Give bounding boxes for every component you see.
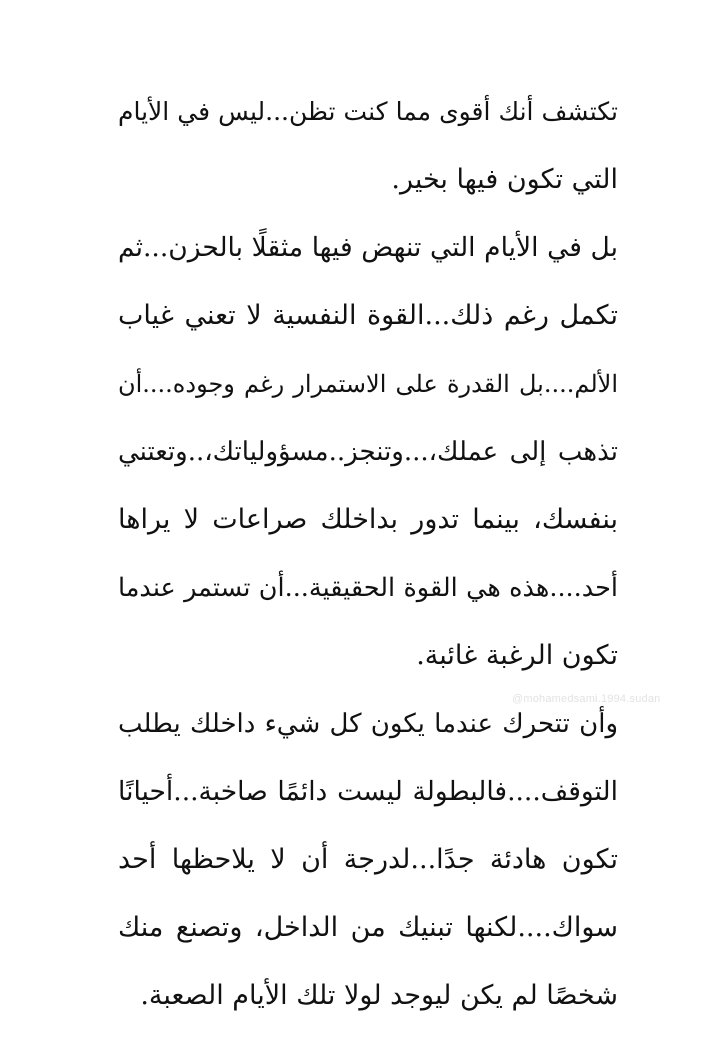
quote-line-8: أحد....هذه هي القوة الحقيقية...أن تستمر عندما xyxy=(118,573,618,603)
quote-line-2: التي تكون فيها بخير. xyxy=(391,164,618,195)
quote-line-13: سواك....لكنها تبنيك من الداخل، وتصنع منك xyxy=(118,912,618,943)
quote-line-14: شخصًا لم يكن ليوجد لولا تلك الأيام الصعبة. xyxy=(140,980,618,1011)
quote-line-7: بنفسك، بينما تدور بداخلك صراعات لا يراها xyxy=(118,504,618,535)
quote-line-6: تذهب إلى عملك،...وتنجز..مسؤولياتك،..وتعتني xyxy=(118,437,618,467)
quote-line-12: تكون هادئة جدًا...لدرجة أن لا يلاحظها أحد xyxy=(118,844,618,875)
quote-line-9: تكون الرغبة غائبة. xyxy=(416,640,618,671)
quote-line-10: وأن تتحرك عندما يكون كل شيء داخلك يطلب xyxy=(118,709,618,739)
watermark: @mohamedsami.1994.sudan xyxy=(512,693,661,705)
quote-line-1: تكتشف أنك أقوى مما كنت تظن...ليس في الأيام xyxy=(118,97,618,126)
quote-line-4: تكمل رغم ذلك...القوة النفسية لا تعني غياب xyxy=(118,300,618,331)
quote-text xyxy=(118,88,618,1040)
quote-line-3: بل في الأيام التي تنهض فيها مثقلًا بالحزن...ثم xyxy=(118,232,618,263)
quote-line-11: التوقف....فالبطولة ليست دائمًا صاخبة...أحيانًا xyxy=(118,776,618,807)
quote-line-5: الألم....بل القدرة على الاستمرار رغم وجوده....أن xyxy=(118,370,618,398)
